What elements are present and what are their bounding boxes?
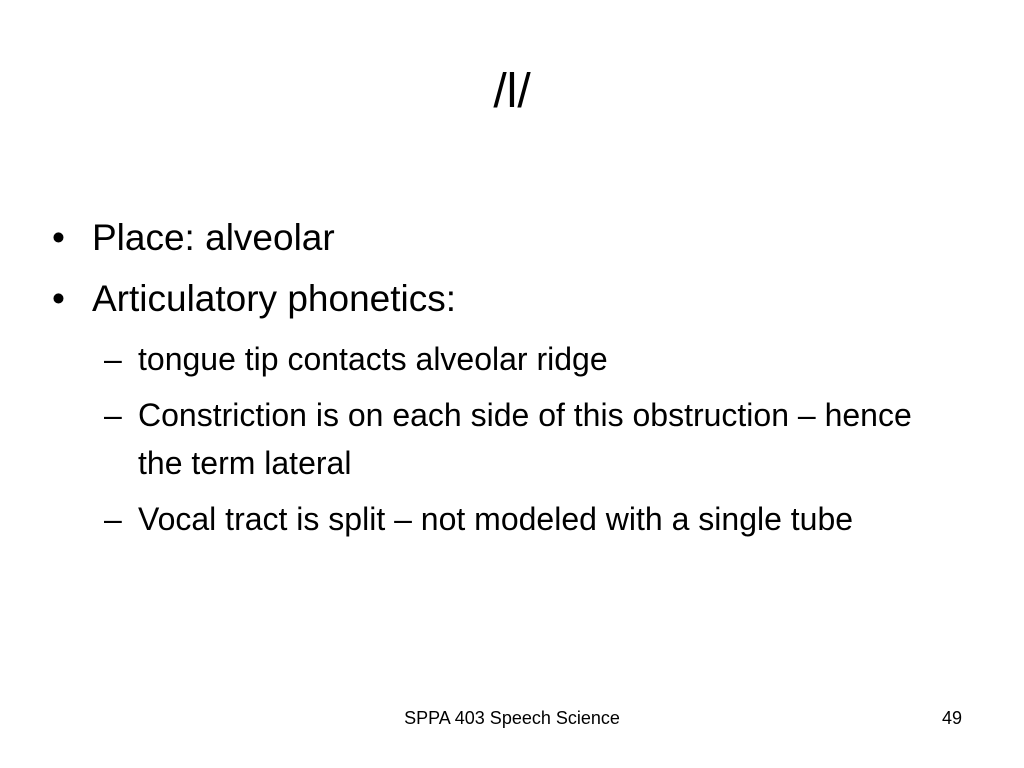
sub-bullet-item	[104, 495, 932, 543]
bullet-list	[52, 214, 932, 551]
sub-bullet-text: tongue tip contacts alveolar ridge	[138, 341, 608, 377]
footer-course-title: SPPA 403 Speech Science	[404, 708, 620, 728]
bullet-item-place	[52, 214, 932, 262]
sub-bullet-item	[104, 335, 932, 383]
bullet-item-articulatory-phonetics	[52, 275, 932, 323]
bullet-text: Place: alveolar	[92, 217, 335, 258]
bullet-text: Articulatory phonetics:	[92, 278, 457, 319]
dash-marker: –	[104, 341, 122, 377]
slide-number: 49	[941, 708, 962, 728]
sub-bullet-text: Vocal tract is split – not modeled with a single tube	[138, 501, 854, 537]
sub-bullet-list	[104, 335, 932, 543]
sub-bullet-text: Constriction is on each side of this obstruction – hence the term lateral	[138, 397, 912, 481]
sub-bullet-item	[104, 391, 932, 487]
slide-title: /l/	[493, 65, 531, 118]
bullet-marker: •	[52, 278, 65, 319]
dash-marker: –	[104, 397, 122, 433]
dash-marker: –	[104, 501, 122, 537]
bullet-marker: •	[52, 217, 65, 258]
